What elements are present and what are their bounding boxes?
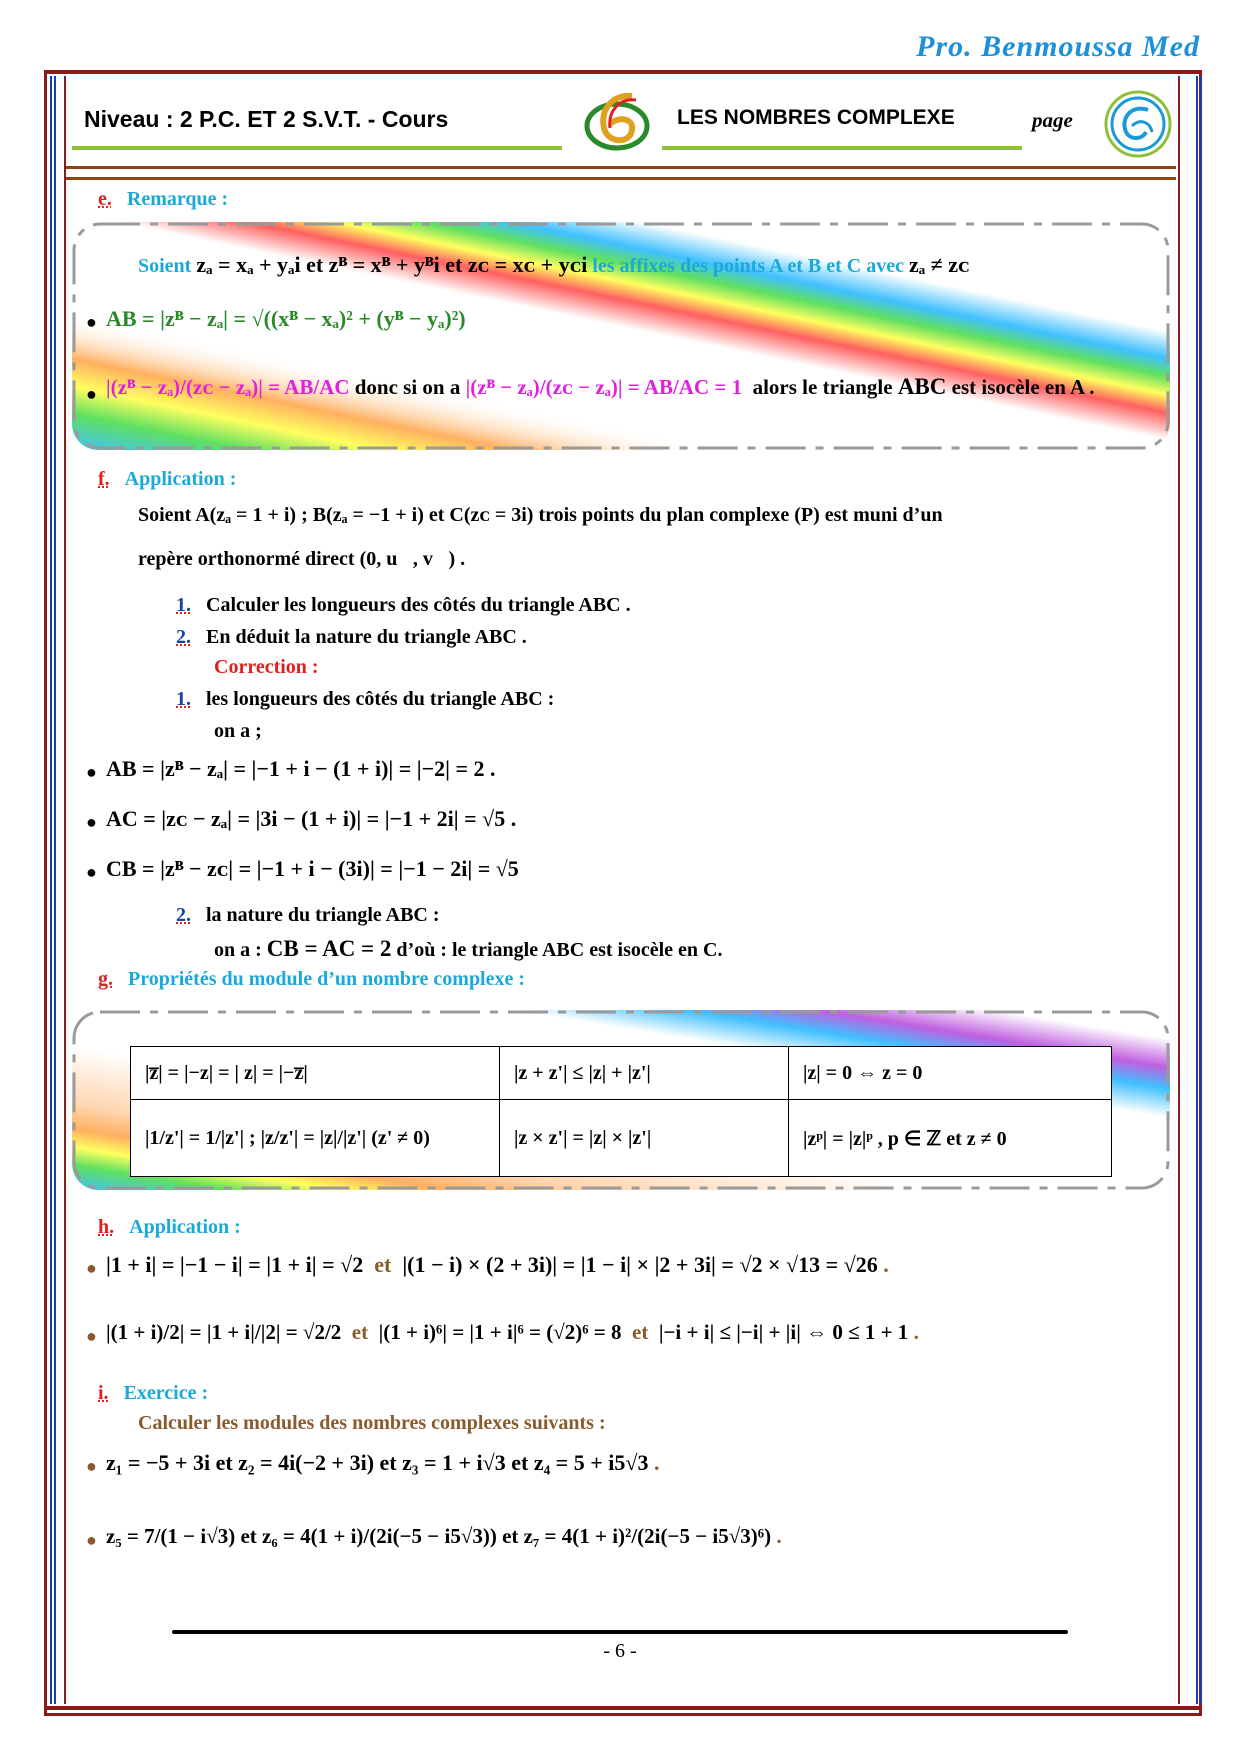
- correction-item-2: [176, 904, 440, 927]
- correction-on-a: on a ;: [214, 720, 262, 742]
- exercise-title: Exercice :: [123, 1382, 209, 1404]
- question-2-text: En déduit la nature du triangle ABC .: [206, 626, 527, 648]
- frame-bottom-rule: [44, 1706, 1202, 1710]
- logo-page-icon: [1102, 88, 1174, 160]
- conclusion-text: d’où : le triangle ABC est isocèle en C.: [396, 939, 723, 961]
- application2-title: Application :: [129, 1216, 241, 1238]
- bullet-icon: ●: [86, 1326, 97, 1346]
- correction-1-text: les longueurs des côtés du triangle ABC :: [206, 688, 555, 710]
- remark-line-1-prefix: Soient: [138, 255, 192, 277]
- app2-line-1-c: |(1 − i) × (2 + 3i)| = |1 − i| × |2 + 3i| = √2 × √13 = √26: [402, 1252, 878, 1277]
- remark-heading: [98, 188, 228, 211]
- properties-heading: [98, 968, 525, 991]
- header-title: LES NOMBRES COMPLEXE: [677, 106, 955, 129]
- conclusion: [214, 936, 723, 962]
- remark-ratio-right: |(zᴮ − zₐ)/(zᴄ − zₐ)| = AB/AC = 1: [465, 375, 743, 399]
- footer-rule: [172, 1630, 1068, 1634]
- application2-heading: [98, 1216, 241, 1239]
- application2-line-1: [106, 1252, 889, 1278]
- app2-line-2-et-2: et: [632, 1320, 649, 1344]
- application1-statement-2: repère orthonormé direct (0, u⃗, v⃗) .: [138, 548, 466, 570]
- app2-line-2-dot: .: [913, 1320, 919, 1344]
- table-row: [131, 1100, 1112, 1177]
- app2-line-2-a: |(1 + i)/2| = |1 + i|/|2| = √2/2: [106, 1320, 342, 1344]
- exercise-line-2-math: z₅ = 7/(1 − i√3) et z₆ = 4(1 + i)/(2i(−5 − i5√3)) et z₇ = 4(1 + i)²/(2i(−5 − i5√3)⁶): [106, 1524, 772, 1548]
- remark-ratio-left: |(zᴮ − zₐ)/(zᴄ − zₐ)| = AB/AC: [106, 375, 350, 399]
- exercise-line-1: [106, 1450, 659, 1476]
- application1-question-2: [176, 626, 527, 649]
- remark-line-3-abc: ABC: [897, 374, 947, 399]
- app2-line-1-dot: .: [883, 1252, 889, 1277]
- calc-ac: AC = |zᴄ − zₐ| = |3i − (1 + i)| = |−1 + 2i| = √5 .: [106, 806, 517, 831]
- app2-line-2-e: |−i + i| ≤ |−i| + |i| ⇔ 0 ≤ 1 + 1: [658, 1320, 909, 1344]
- question-2-number: 2.: [176, 626, 191, 648]
- exercise-line-1-dot: .: [653, 1450, 660, 1475]
- property-conjugate: |z̅| = |−z| = | z| = |−z̅|: [131, 1047, 500, 1100]
- exercise-line-2-dot: .: [776, 1524, 782, 1548]
- bullet-icon: ●: [86, 762, 97, 782]
- app2-line-1-et: et: [374, 1252, 392, 1277]
- property-triangle-inequality: |z + z'| ≤ |z| + |z'|: [500, 1047, 789, 1100]
- application1-heading: [98, 468, 236, 491]
- correction-heading: Correction :: [214, 656, 319, 678]
- remark-line-3-text-3: est isocèle en A .: [951, 375, 1095, 399]
- logo-six-icon: [582, 88, 652, 156]
- remark-line-1-end: zₐ ≠ zᴄ: [908, 252, 970, 277]
- exercise-line-1-math: z₁ = −5 + 3i et z₂ = 4i(−2 + 3i) et z₃ = 1 + i√3 et z₄ = 5 + i5√3: [106, 1450, 649, 1475]
- remark-line-3-text-2: alors le triangle: [752, 375, 893, 399]
- application2-line-2: [106, 1320, 919, 1345]
- application1-question-1: [176, 594, 631, 617]
- property-quotient: |1/z'| = 1/|z'| ; |z/z'| = |z|/|z'| (z' ≠ 0): [131, 1100, 500, 1177]
- page-number: - 6 -: [603, 1640, 637, 1662]
- correction-2-text: la nature du triangle ABC :: [206, 904, 440, 926]
- app2-line-2-et: et: [351, 1320, 369, 1344]
- correction-item-1: [176, 688, 554, 711]
- bullet-icon: ●: [86, 812, 97, 832]
- exercise-heading: [98, 1382, 208, 1405]
- bullet-icon: ●: [86, 1530, 97, 1550]
- header-level: Niveau : 2 P.C. ET 2 S.V.T. - Cours: [84, 106, 449, 132]
- bullet-icon: ●: [86, 1456, 97, 1476]
- calc-cb: CB = |zᴮ − zᴄ| = |−1 + i − (3i)| = |−1 − 2i| = √5: [106, 856, 519, 881]
- bullet-icon: ●: [86, 1258, 97, 1278]
- properties-table: [130, 1046, 1112, 1177]
- header-page-label: page: [1032, 108, 1073, 132]
- conclusion-equality: CB = AC = 2: [266, 936, 392, 961]
- property-product: |z × z'| = |z| × |z'|: [500, 1100, 789, 1177]
- calc-ab: AB = |zᴮ − zₐ| = |−1 + i − (1 + i)| = |−2| = 2 .: [106, 756, 496, 781]
- page-header: [72, 88, 1168, 158]
- header-separator: [66, 166, 1176, 180]
- remark-line-1-math: zₐ = xₐ + yₐi et zᴮ = xᴮ + yᴮi et zᴄ = xᴄ + yᴄi: [196, 252, 588, 277]
- remark-title: Remarque :: [126, 188, 229, 210]
- header-underline-right: [662, 146, 1022, 150]
- remark-line-1: [138, 252, 970, 278]
- correction-2-number: 2.: [176, 904, 191, 926]
- header-underline-left: [72, 146, 562, 150]
- remark-line-3: [106, 374, 1095, 400]
- remark-line-3-text: donc si on a: [354, 375, 461, 399]
- application1-letter: f.: [98, 468, 110, 490]
- exercise-instruction: Calculer les modules des nombres complexes suivants :: [138, 1412, 606, 1434]
- remark-letter: e.: [98, 188, 112, 210]
- table-row: [131, 1047, 1112, 1100]
- properties-title: Propriétés du module d’un nombre complexe :: [128, 968, 526, 990]
- conclusion-prefix: on a :: [214, 939, 262, 961]
- exercise-line-2: [106, 1524, 782, 1549]
- remark-line-2: AB = |zᴮ − zₐ| = √((xᴮ − xₐ)² + (yᴮ − yₐ)²): [106, 306, 466, 331]
- property-power: |zᵖ| = |z|ᵖ , p ∈ ℤ et z ≠ 0: [789, 1100, 1112, 1177]
- question-1-number: 1.: [176, 594, 191, 616]
- properties-letter: g.: [98, 968, 113, 990]
- exercise-letter: i.: [98, 1382, 109, 1404]
- bullet-icon: ●: [86, 384, 97, 404]
- application2-letter: h.: [98, 1216, 115, 1238]
- bullet-icon: ●: [86, 862, 97, 882]
- property-zero: |z| = 0 ⇔ z = 0: [789, 1047, 1112, 1100]
- application1-statement-1: Soient A(zₐ = 1 + i) ; B(zₐ = −1 + i) et C(zᴄ = 3i) trois points du plan complexe (P) est muni d’un: [138, 504, 943, 526]
- question-1-text: Calculer les longueurs des côtés du triangle ABC .: [206, 594, 631, 616]
- author-brand: Pro. Benmoussa Med: [916, 30, 1200, 63]
- app2-line-2-c: |(1 + i)⁶| = |1 + i|⁶ = (√2)⁶ = 8: [378, 1320, 622, 1344]
- correction-1-number: 1.: [176, 688, 191, 710]
- remark-line-1-mid: les affixes des points A et B et C avec: [592, 255, 904, 277]
- bullet-icon: ●: [86, 312, 97, 332]
- app2-line-1-a: |1 + i| = |−1 − i| = |1 + i| = √2: [106, 1252, 364, 1277]
- application1-title: Application :: [124, 468, 237, 490]
